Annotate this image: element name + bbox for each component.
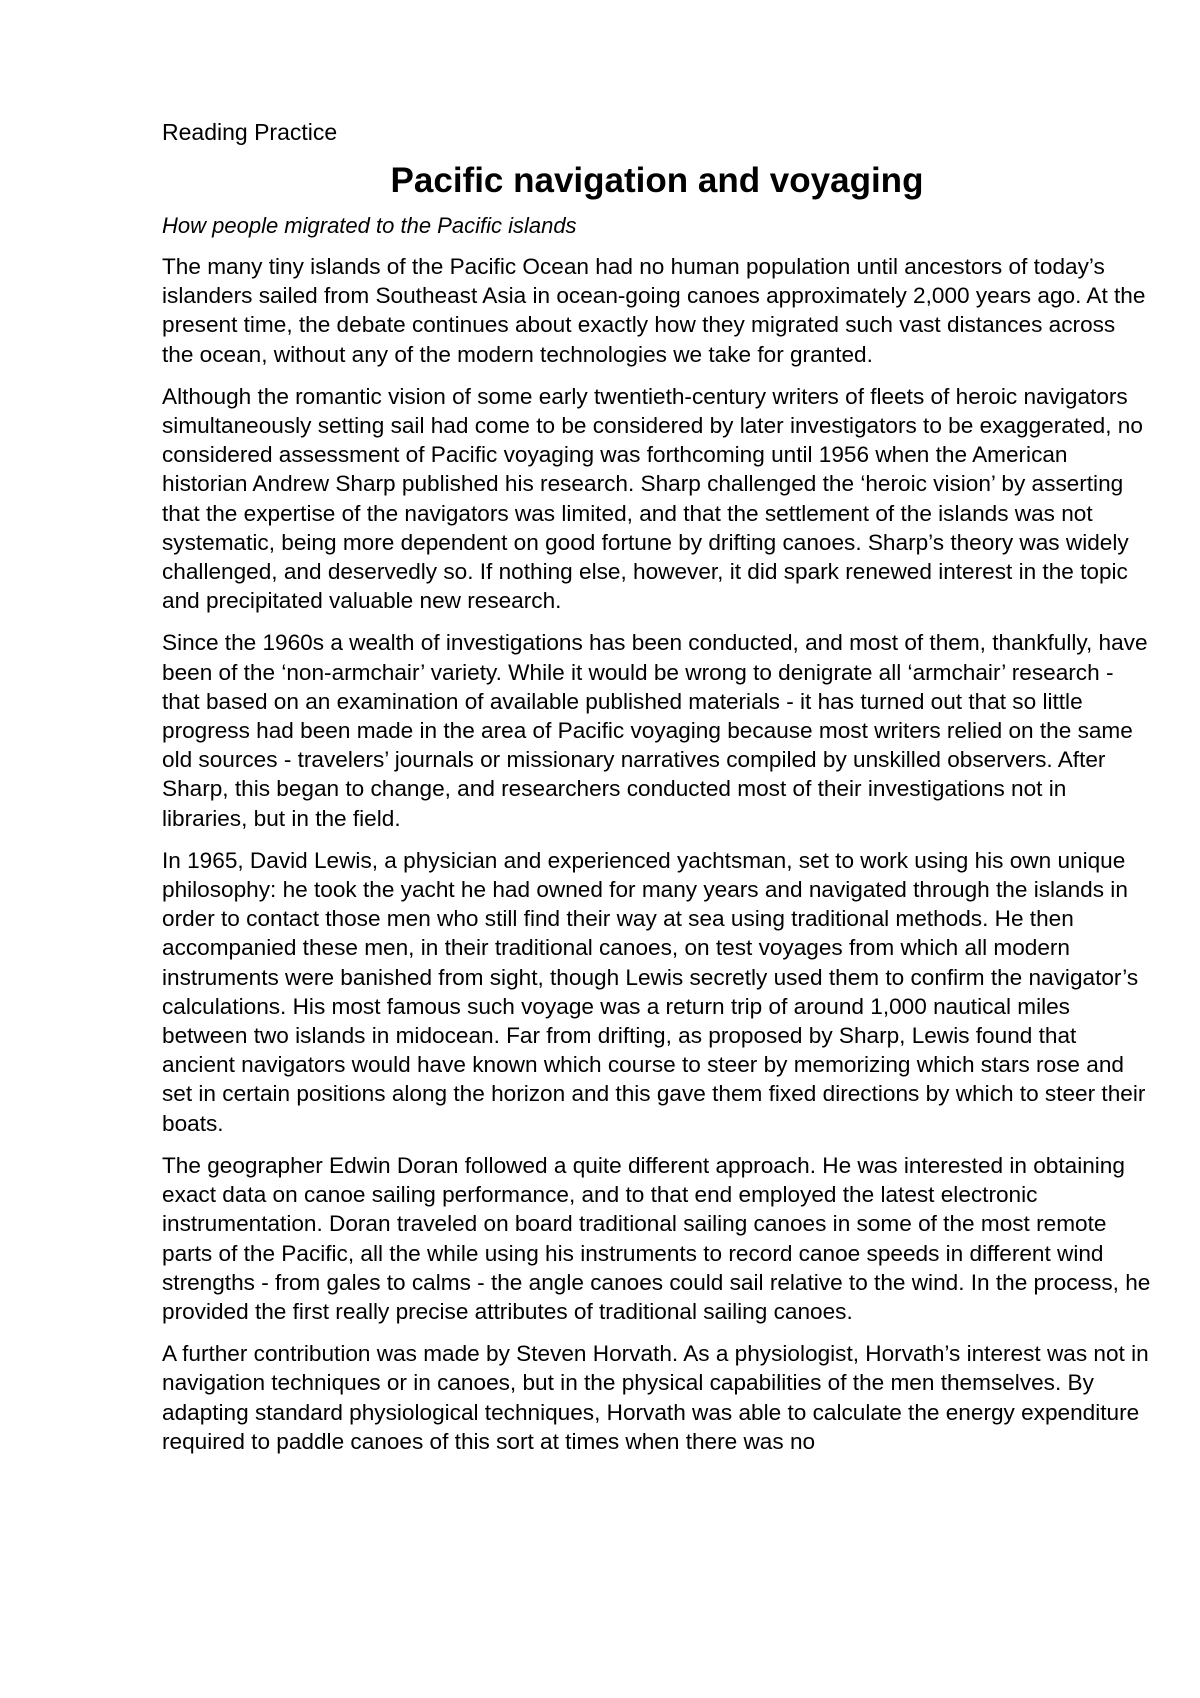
paragraph-2: Although the romantic vision of some early twentieth-century writers of fleets of heroic navigators simultaneously setting sail had come to be considered by later investigators to be exaggerated, no considered assessment of Pacific voyaging was forthcoming until 1956 when the American historian Andrew Sharp published his research. Sharp challenged the ‘heroic vision’ by asserting that the expertise of the navigators was limited, and that the settlement of the islands was not systematic, being more dependent on good fortune by drifting canoes. Sharp’s theory was widely challenged, and deservedly so. If nothing else, however, it did spark renewed interest in the topic and precipitated valuable new research. bbox=[162, 383, 1143, 614]
paragraph-5: The geographer Edwin Doran followed a quite different approach. He was interested in obtaining exact data on canoe sailing performance, and to that end employed the latest electronic instrumentation. Doran traveled on board traditional sailing canoes in some of the most remote parts of the Pacific, all the while using his instruments to record canoe speeds in different wind strengths - from gales to calms - the angle canoes could sail relative to the wind. In the process, he provided the first really precise attributes of traditional sailing canoes. bbox=[162, 1152, 1151, 1324]
paragraph-1: The many tiny islands of the Pacific Ocean had no human population until ancestors of today’s islanders sailed from Southeast Asia in ocean-going canoes approximately 2,000 years ago. At the present time, the debate continues about exactly how they migrated such vast distances across the ocean, without any of the modern technologies we take for granted. bbox=[162, 254, 1146, 367]
document-label: Reading Practice bbox=[162, 119, 338, 145]
document-title: Pacific navigation and voyaging bbox=[390, 161, 924, 200]
document-page bbox=[162, 118, 1152, 1469]
document-subtitle: How people migrated to the Pacific islands bbox=[162, 213, 577, 238]
paragraph-6: A further contribution was made by Steven Horvath. As a physiologist, Horvath’s interest was not in navigation techniques or in canoes, but in the physical capabilities of the men themselves. By adapting standard physiological techniques, Horvath was able to calculate the energy expenditure required to paddle canoes of this sort at times when there was no bbox=[162, 1341, 1149, 1454]
paragraph-4: In 1965, David Lewis, a physician and experienced yachtsman, set to work using his own unique philosophy: he took the yacht he had owned for many years and navigated through the islands in order to contact those men who still find their way at sea using traditional methods. He then accompanied these men, in their traditional canoes, on test voyages from which all modern instruments were banished from sight, though Lewis secretly used them to confirm the navigator’s calculations. His most famous such voyage was a return trip of around 1,000 nautical miles between two islands in midocean. Far from drifting, as proposed by Sharp, Lewis found that ancient navigators would have known which course to steer by memorizing which stars rose and set in certain positions along the horizon and this gave them fixed directions by which to steer their boats. bbox=[162, 847, 1146, 1136]
paragraph-3: Since the 1960s a wealth of investigations has been conducted, and most of them, thankfully, have been of the ‘non-armchair’ variety. While it would be wrong to denigrate all ‘armchair’ research - that based on an examination of available published materials - it has turned out that so little progress had been made in the area of Pacific voyaging because most writers relied on the same old sources - travelers’ journals or missionary narratives compiled by unskilled observers. After Sharp, this began to change, and researchers conducted most of their investigations not in libraries, but in the field. bbox=[162, 630, 1148, 831]
